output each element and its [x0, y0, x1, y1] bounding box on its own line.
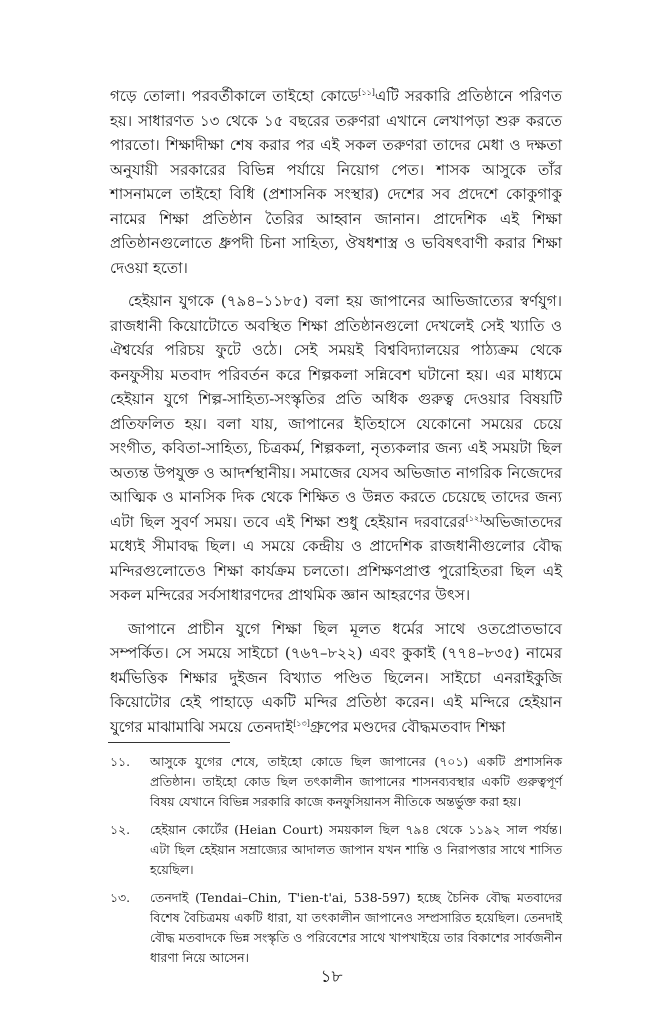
paragraph-text: জাপানে প্রাচীন যুগে শিক্ষা ছিল মূলত ধর্মের সাথে ওতপ্রোতভাবে সম্পর্কিত। সে সময়ে সাইচো (৭৬৭–৮২২) এবং কুকাই (৭৭৪–৮৩৫) নামের ধর্মভিত্তিক শিক্ষার দুইজন বিখ্যাত পণ্ডিত ছিলেন। সাইচো এনরাইকুজি কিয়োটোর হেই পাহাড়ে একটি মন্দির প্রতিষ্ঠা করেন। এই মন্দিরে হেইয়ান যুগের মাঝামাঝি সময়ে তেনদাই	[110, 619, 562, 736]
paragraph-text: এটি সরকারি প্রতিষ্ঠানে পরিণত হয়। সাধারণত ১৩ থেকে ১৫ বছরের তরুণরা এখানে লেখাপড়া শুরু করতে পারতো। শিক্ষাদীক্ষা শেষ করার পর এই সকল তরুণরা তাদের মেধা ও দক্ষতা অনুযায়ী সরকারের বিভিন্ন পর্যায়ে নিয়োগ পেত। শাসক আসুকে তাঁর শাসনামলে তাইহো বিধি (প্রশাসনিক সংস্থার) দেশের সব প্রদেশে কোকুগাকু নামের শিক্ষা প্রতিষ্ঠান তৈরির আহ্বান জানান। প্রাদেশিক এই শিক্ষা প্রতিষ্ঠানগুলোতে ধ্রুপদী চিনা সাহিত্য, ঔষধশাস্ত্র ও ভবিষৎবাণী করার শিক্ষা দেওয়া হতো।	[110, 87, 562, 277]
paragraph-3	[110, 617, 562, 740]
footnote-ref-12: [১২]	[465, 513, 483, 523]
footnote-text: আসুকে যুগের শেষে, তাইহো কোডে ছিল জাপানের (৭০১) একটি প্রশাসনিক প্রতিষ্ঠান। তাইহো কোড ছিল তৎকালীন জাপানের শাসনব্যবস্থার একটি গুরুত্বপূর্ণ বিষয় যেখানে বিভিন্ন সরকারি কাজে কনফুসিয়ানস নীতিকে অন্তর্ভুক্ত করা হয়।	[150, 754, 562, 809]
paragraph-text: অভিজাতদের মধ্যেই সীমাবদ্ধ ছিল। এ সময়ে কেন্দ্রীয় ও প্রাদেশিক রাজধানীগুলোর বৌদ্ধ মন্দিরগুলোতেও শিক্ষা কার্যক্রম চলতো। প্রশিক্ষণপ্রাপ্ত পুরোহিতরা ছিল এই সকল মন্দিরের সর্বসাধারণদের প্রাথমিক জ্ঞান আহরণের উৎস।	[110, 512, 562, 604]
footnote-number: ১২.	[110, 822, 131, 837]
paragraph-text: গড়ে তোলা। পরবর্তীকালে তাইহো কোডে	[110, 87, 359, 105]
paragraph-text: হেইয়ান যুগকে (৭৯৪–১১৮৫) বলা হয় জাপানের আভিজাত্যের স্বর্ণযুগ। রাজধানী কিয়োটোতে অবস্থিত শিক্ষা প্রতিষ্ঠানগুলো দেখলেই সেই খ্যাতি ও ঐশ্বর্যের পরিচয় ফুটে ওঠে। সেই সময়ই বিশ্ববিদ্যালয়ের পাঠ্যক্রম থেকে কনফুসীয় মতবাদ পরিবর্তন করে শিল্পকলা সন্নিবেশ ঘটানো হয়। এর মাধ্যমে হেইয়ান যুগে শিল্প-সাহিত্য-সংস্কৃতির প্রতি অধিক গুরুত্ব দেওয়ার বিষয়টি প্রতিফলিত হয়। বলা যায়, জাপানের ইতিহাসে যেকোনো সময়ের চেয়ে সংগীত, কবিতা-সাহিত্য, চিত্রকর্ম, শিল্পকলা, নৃত্যকলার জন্য এই সময়টা ছিল অত্যন্ত উপযুক্ত ও আদর্শস্থানীয়। সমাজের যেসব অভিজাত নাগরিক নিজেদের আত্মিক ও মানসিক দিক থেকে শিক্ষিত ও উন্নত করতে চেয়েছে তাদের জন্য এটা ছিল সুবর্ণ সময়। তবে এই শিক্ষা শুধু হেইয়ান দরবারের	[110, 292, 562, 531]
footnote-12	[110, 820, 562, 880]
footnote-13	[110, 888, 562, 968]
footnote-ref-13: [১৩]	[293, 718, 310, 728]
footnotes	[110, 752, 562, 976]
footnote-number: ১১.	[110, 754, 131, 769]
paragraph-text: গ্রুপের মণ্ডদের বৌদ্ধমতবাদ শিক্ষা	[309, 717, 506, 736]
footnote-divider	[108, 742, 230, 743]
page-number: ১৮	[320, 967, 343, 987]
main-text	[110, 84, 562, 739]
footnote-text: তেনদাই (Tendai–Chin, T'ien-t'ai, 538-597) হচ্ছে চৈনিক বৌদ্ধ মতবাদের বিশেষ বৈচিত্রময় একটি ধারা, যা তৎকালীন জাপানেও সম্প্রসারিত হয়েছিল। তেনদাই বৌদ্ধ মতবাদকে ভিন্ন সংস্কৃতি ও পরিবেশের সাথে খাপখাইয়ে তার বিকাশের সার্বজনীন ধারণা নিয়ে আসেন।	[150, 890, 562, 965]
footnote-ref-11: [১১]	[358, 88, 375, 97]
paragraph-2	[110, 289, 562, 608]
footnote-11	[110, 752, 562, 812]
footnote-text: হেইয়ান কোর্টের (Heian Court) সময়কাল ছিল ৭৯৪ থেকে ১১৯২ সাল পর্যন্ত। এটা ছিল হেইয়ান সম্রাজ্যের আদালত জাপান যখন শান্তি ও নিরাপত্তার সাথে শাসিত হয়েছিল।	[150, 822, 562, 877]
paragraph-1	[110, 84, 562, 280]
footnote-number: ১৩.	[110, 890, 131, 905]
